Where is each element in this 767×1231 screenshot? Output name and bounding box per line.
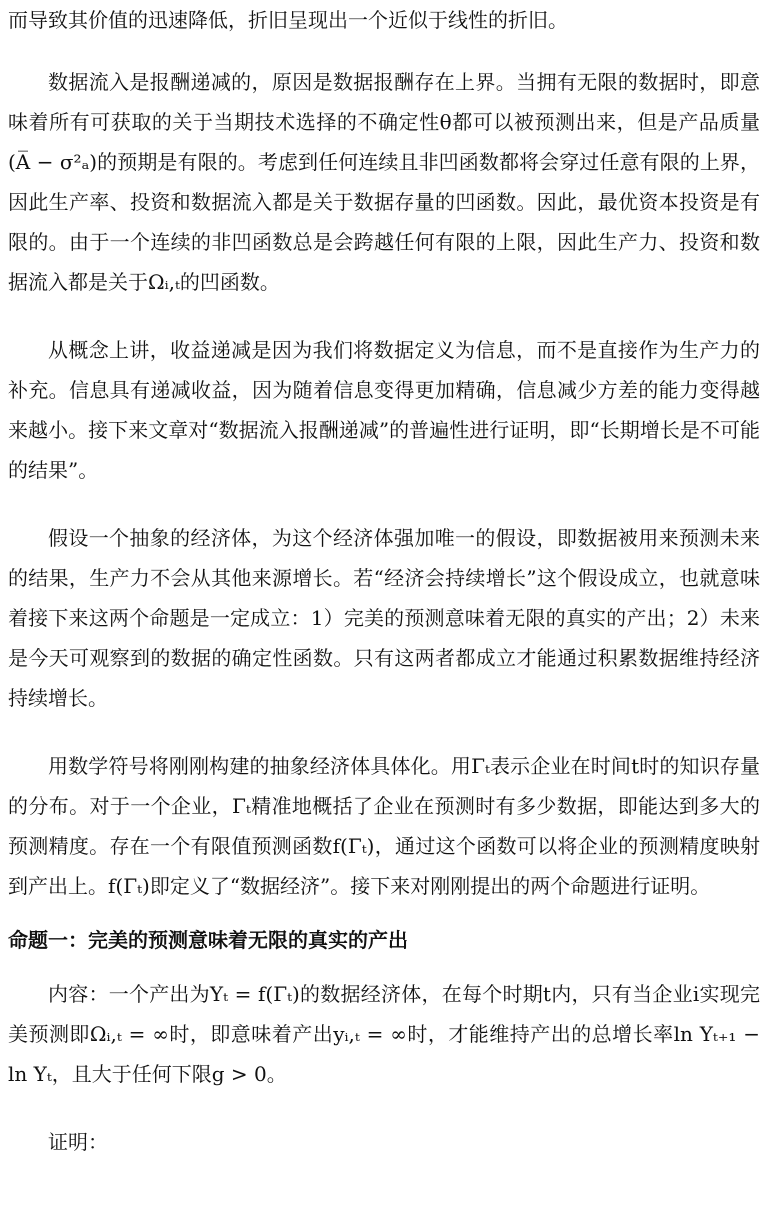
paragraph-notation: 用数学符号将刚刚构建的抽象经济体具体化。用Γₜ表示企业在时间t时的知识存量的分布。对于一个企业，Γₜ精准地概括了企业在预测时有多少数据，即能达到多大的预测精度。存在一个有限值预测函数f(Γₜ)，通过这个函数可以将企业的预测精度映射到产出上。f(Γₜ)即定义了“数据经济”。接下来对刚刚提出的两个命题进行证明。 (8, 754, 760, 898)
document-page (8, 0, 760, 1162)
paragraph-diminishing-returns: 数据流入是报酬递减的，原因是数据报酬存在上界。当拥有无限的数据时，即意味着所有可获取的关于当期技术选择的不确定性θ都可以被预测出来，但是产品质量(A̅ − σ²ₐ)的预期是有限的。考虑到任何连续且非凹函数都将会穿过任意有限的上界，因此生产率、投资和数据流入都是关于数据存量的凹函数。因此，最优资本投资是有限的。由于一个连续的非凹函数总是会跨越任何有限的上限，因此生产力、投资和数据流入都是关于Ωᵢ,ₜ的凹函数。 (8, 70, 760, 294)
paragraph-assumption: 假设一个抽象的经济体，为这个经济体强加唯一的假设，即数据被用来预测未来的结果，生产力不会从其他来源增长。若“经济会持续增长”这个假设成立，也就意味着接下来这两个命题是一定成立：1）完美的预测意味着无限的真实的产出；2）未来是今天可观察到的数据的确定性函数。只有这两者都成立才能通过积累数据维持经济持续增长。 (8, 526, 760, 710)
paragraph-proof-label: 证明： (48, 1130, 108, 1154)
paragraph-concept: 从概念上讲，收益递减是因为我们将数据定义为信息，而不是直接作为生产力的补充。信息具有递减收益，因为随着信息变得更加精确，信息减少方差的能力变得越来越小。接下来文章对“数据流入报酬递减”的普遍性进行证明，即“长期增长是不可能的结果”。 (8, 338, 760, 482)
proposition-heading: 命题一：完美的预测意味着无限的真实的产出 (8, 928, 408, 952)
paragraph-proposition-content: 内容：一个产出为Yₜ = f(Γₜ)的数据经济体，在每个时期t内，只有当企业i实现完美预测即Ωᵢ,ₜ = ∞时，即意味着产出yᵢ,ₜ = ∞时，才能维持产出的总增长率ln Yₜ₊₁ − ln Yₜ，且大于任何下限g > 0。 (8, 982, 760, 1086)
paragraph-depreciation: 而导致其价值的迅速降低，折旧呈现出一个近似于线性的折旧。 (8, 8, 568, 32)
